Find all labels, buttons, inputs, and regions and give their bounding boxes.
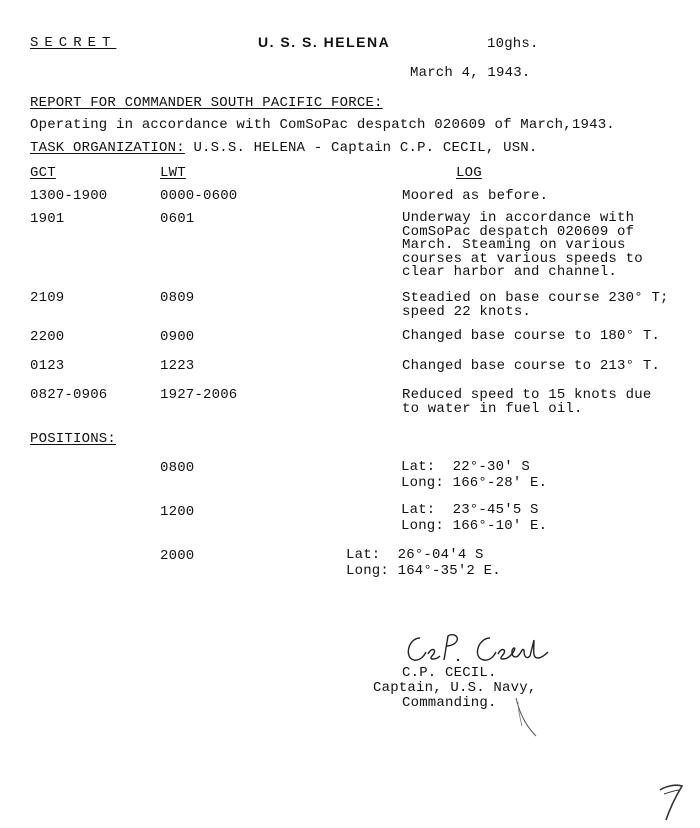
entry-log: Underway in accordance with ComSoPac despatch 020609 of March. Steaming on various courses at various speeds to clear harbor and channel. — [402, 210, 643, 280]
position-lat: Lat: 23°-45'5 S — [401, 502, 539, 518]
positions-heading: POSITIONS: — [30, 431, 117, 447]
position-time: 1200 — [160, 504, 195, 520]
entry-log: Changed base course to 213° T. — [402, 358, 661, 374]
task-organization-text: U.S.S. HELENA - Captain C.P. CECIL, USN. — [193, 140, 538, 156]
position-lat: Lat: 26°-04'4 S — [346, 547, 484, 563]
operating-line: Operating in accordance with ComSoPac despatch 020609 of March,1943. — [30, 117, 615, 133]
gct-column-header: GCT — [30, 165, 56, 181]
ship-name: U. S. S. HELENA — [258, 34, 391, 50]
entry-gct: 1300-1900 — [30, 188, 108, 204]
signer-rank: Captain, U.S. Navy, — [373, 680, 537, 696]
entry-lwt: 0601 — [160, 211, 195, 227]
position-time: 2000 — [160, 548, 195, 564]
log-reference: 10ghs. — [487, 36, 539, 52]
classification-marking: SECRET — [30, 35, 117, 51]
entry-gct: 1901 — [30, 211, 65, 227]
handwritten-signature — [398, 630, 558, 670]
task-organization-label: TASK ORGANIZATION: — [30, 140, 185, 156]
entry-gct: 2109 — [30, 290, 65, 306]
task-organization-line — [30, 141, 538, 155]
pen-stroke-mark — [512, 696, 542, 740]
position-long: Long: 166°-10' E. — [401, 518, 548, 534]
entry-lwt: 0809 — [160, 290, 195, 306]
handwritten-page-number — [656, 780, 686, 824]
log-column-header: LOG — [456, 165, 482, 181]
entry-lwt: 0000-0600 — [160, 188, 238, 204]
signer-role: Commanding. — [402, 695, 497, 711]
entry-gct: 0123 — [30, 358, 65, 374]
position-long: Long: 164°-35'2 E. — [346, 563, 501, 579]
report-heading: REPORT FOR COMMANDER SOUTH PACIFIC FORCE: — [30, 95, 383, 111]
position-time: 0800 — [160, 460, 195, 476]
lwt-column-header: LWT — [160, 165, 186, 181]
signer-name: C.P. CECIL. — [402, 665, 497, 681]
entry-log: Reduced speed to 15 knots due to water in fuel oil. — [402, 387, 652, 417]
entry-log: Steadied on base course 230° T; speed 22 knots. — [402, 290, 669, 320]
entry-gct: 2200 — [30, 329, 65, 345]
report-date: March 4, 1943. — [410, 65, 531, 81]
entry-log: Moored as before. — [402, 188, 549, 204]
position-lat: Lat: 22°-30' S — [401, 459, 531, 475]
entry-lwt: 1223 — [160, 358, 195, 374]
entry-lwt: 1927-2006 — [160, 387, 238, 403]
entry-gct: 0827-0906 — [30, 387, 108, 403]
position-long: Long: 166°-28' E. — [401, 475, 548, 491]
entry-lwt: 0900 — [160, 329, 195, 345]
entry-log: Changed base course to 180° T. — [402, 328, 661, 344]
